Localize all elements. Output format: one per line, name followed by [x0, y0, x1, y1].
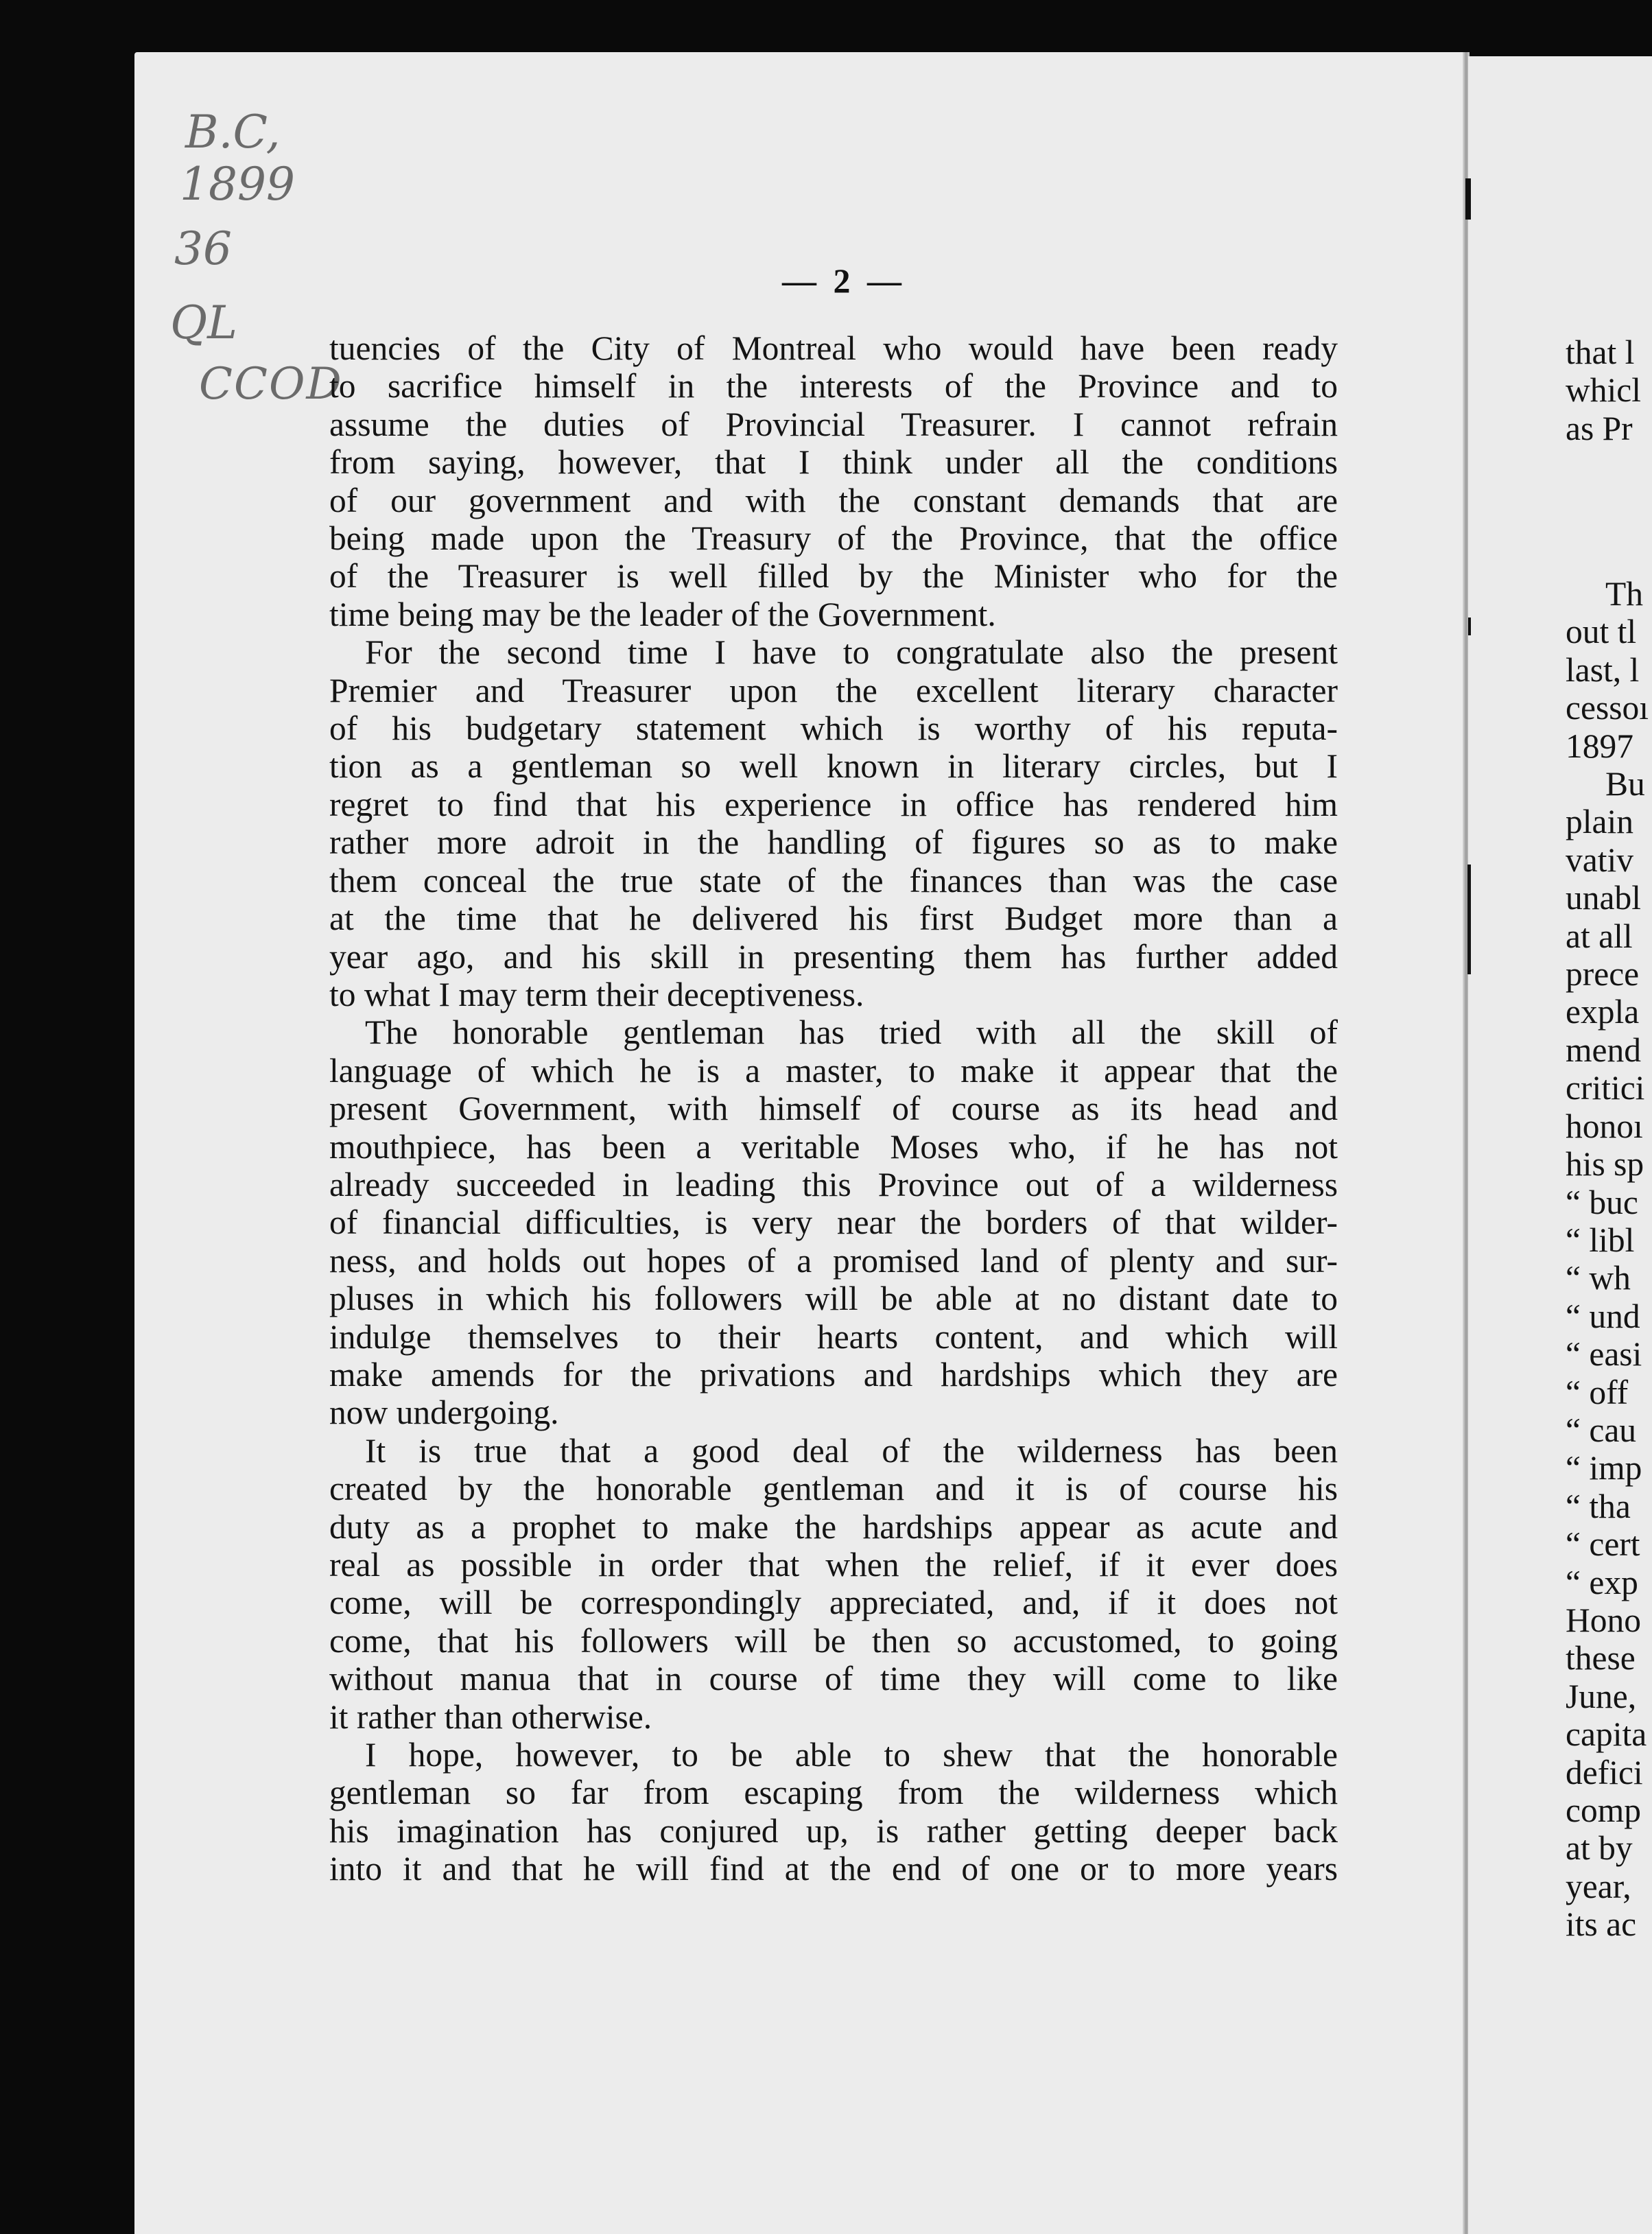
handwritten-note: CCOD: [199, 359, 343, 410]
text-line: defici: [1566, 1753, 1643, 1791]
text-line: without manua that in course of time they will come to like: [329, 1660, 1338, 1698]
text-line: that l: [1566, 333, 1635, 371]
text-line: his imagination has conjured up, is rather getting deeper back: [329, 1811, 1338, 1850]
text-line: capita: [1566, 1715, 1647, 1754]
page-number: — 2 —: [782, 261, 906, 300]
right-page-text-top: [1566, 333, 1641, 447]
text-line: time being may be the leader of the Government.: [329, 595, 996, 633]
text-line: into it and that he will find at the end of one or to more years: [329, 1850, 1338, 1888]
text-line: unabl: [1566, 879, 1641, 917]
text-line: indulge themselves to their hearts content, and which will: [329, 1317, 1338, 1356]
text-line: cessoı: [1566, 689, 1649, 727]
text-line: year,: [1566, 1867, 1631, 1905]
text-line: these: [1566, 1639, 1636, 1678]
text-line: of his budgetary statement which is worthy of his reputa-: [329, 709, 1338, 748]
text-line: it rather than otherwise.: [329, 1697, 652, 1736]
text-line: June,: [1566, 1677, 1637, 1715]
scan-background-top: [0, 0, 1652, 52]
text-line: of our government and with the constant demands that are: [329, 481, 1338, 519]
text-line: language of which he is a master, to make it appear that the: [329, 1051, 1338, 1090]
text-line: now undergoing.: [329, 1394, 559, 1432]
text-line: It is true that a good deal of the wilderness has been: [365, 1431, 1338, 1470]
text-line: tuencies of the City of Montreal who would have been ready: [329, 329, 1338, 367]
text-line: “ wh: [1566, 1259, 1631, 1297]
text-line: comp: [1566, 1791, 1641, 1829]
text-line: rather more adroit in the handling of figures so as to make: [329, 823, 1338, 862]
text-line: “ buc: [1566, 1183, 1638, 1221]
text-line: of the Treasurer is well filled by the Minister who for the: [329, 557, 1338, 596]
text-line: ness, and holds out hopes of a promised land of plenty and sur-: [329, 1241, 1338, 1280]
scan-mark: [1468, 618, 1471, 635]
text-line: mend: [1566, 1031, 1641, 1069]
right-page-text-body: [1566, 575, 1649, 1944]
text-line: out tl: [1566, 613, 1637, 651]
text-line: already succeeded in leading this Province out of a wilderness: [329, 1165, 1338, 1203]
text-line: expla: [1566, 993, 1640, 1031]
handwritten-note: QL: [170, 296, 237, 349]
text-line: “ imp: [1566, 1449, 1642, 1488]
handwritten-note: 36: [174, 222, 232, 275]
text-line: 1897: [1566, 727, 1633, 765]
text-line: of financial difficulties, is very near the borders of that wilder-: [329, 1203, 1338, 1242]
text-line: The honorable gentleman has tried with all the skill of: [365, 1013, 1338, 1052]
text-line: at the time that he delivered his first Budget more than a: [329, 900, 1338, 938]
text-line: come, that his followers will be then so accustomed, to going: [329, 1621, 1338, 1660]
handwritten-note: 1899: [180, 158, 295, 211]
text-line: vativ: [1566, 840, 1633, 879]
text-line: “ und: [1566, 1297, 1640, 1335]
text-line: Hono: [1566, 1601, 1641, 1639]
text-line: plain: [1566, 803, 1633, 841]
text-line: critici: [1566, 1069, 1645, 1107]
text-line: Premier and Treasurer upon the excellent literary character: [329, 671, 1338, 709]
text-line: come, will be correspondingly appreciated, and, if it does not: [329, 1584, 1338, 1622]
text-line: Th: [1605, 575, 1643, 613]
text-line: I hope, however, to be able to shew that the honorable: [365, 1736, 1338, 1774]
text-line: at all: [1566, 917, 1633, 955]
text-line: pluses in which his followers will be able at no distant date to: [329, 1280, 1338, 1318]
text-line: mouthpiece, has been a veritable Moses who, if he has not: [329, 1127, 1338, 1166]
text-line: “ easi: [1566, 1335, 1642, 1374]
text-line: at by: [1566, 1829, 1633, 1868]
text-line: assume the duties of Provincial Treasurer. I cannot refrain: [329, 405, 1338, 443]
scan-mark: [1467, 865, 1471, 974]
text-line: whicl: [1566, 371, 1641, 410]
text-line: “ cau: [1566, 1411, 1637, 1449]
text-line: from saying, however, that I think under all the conditions: [329, 443, 1338, 482]
text-line: make amends for the privations and hardships which they are: [329, 1355, 1338, 1394]
text-line: “ libl: [1566, 1221, 1635, 1259]
text-line: being made upon the Treasury of the Province, that the office: [329, 519, 1338, 558]
body-text: [329, 329, 1338, 1888]
text-line: real as possible in order that when the relief, if it ever does: [329, 1546, 1338, 1584]
text-line: regret to find that his experience in office has rendered him: [329, 785, 1338, 823]
text-line: as Pr: [1566, 409, 1633, 447]
text-line: tion as a gentleman so well known in literary circles, but I: [329, 747, 1338, 786]
text-line: gentleman so far from escaping from the wilderness which: [329, 1774, 1338, 1812]
scan-mark: [1465, 178, 1471, 220]
text-line: Bu: [1605, 765, 1645, 803]
text-line: his sp: [1566, 1145, 1644, 1184]
text-line: to what I may term their deceptiveness.: [329, 975, 864, 1013]
text-line: “ cert: [1566, 1525, 1640, 1564]
text-line: For the second time I have to congratulate also the present: [365, 633, 1338, 672]
text-line: “ exp: [1566, 1563, 1638, 1601]
text-line: to sacrifice himself in the interests of the Province and to: [329, 367, 1338, 405]
text-line: created by the honorable gentleman and it is of course his: [329, 1470, 1338, 1508]
text-line: honoı: [1566, 1107, 1643, 1145]
handwritten-note: B.C,: [185, 106, 281, 158]
text-line: last, l: [1566, 650, 1640, 689]
text-line: its ac: [1566, 1905, 1637, 1944]
text-line: present Government, with himself of course as its head and: [329, 1090, 1338, 1128]
text-line: “ tha: [1566, 1487, 1631, 1525]
text-line: them conceal the true state of the finances than was the case: [329, 861, 1338, 900]
text-line: prece: [1566, 955, 1640, 993]
text-line: duty as a prophet to make the hardships appear as acute and: [329, 1507, 1338, 1546]
text-line: year ago, and his skill in presenting them has further added: [329, 937, 1338, 976]
text-line: “ off: [1566, 1373, 1629, 1411]
